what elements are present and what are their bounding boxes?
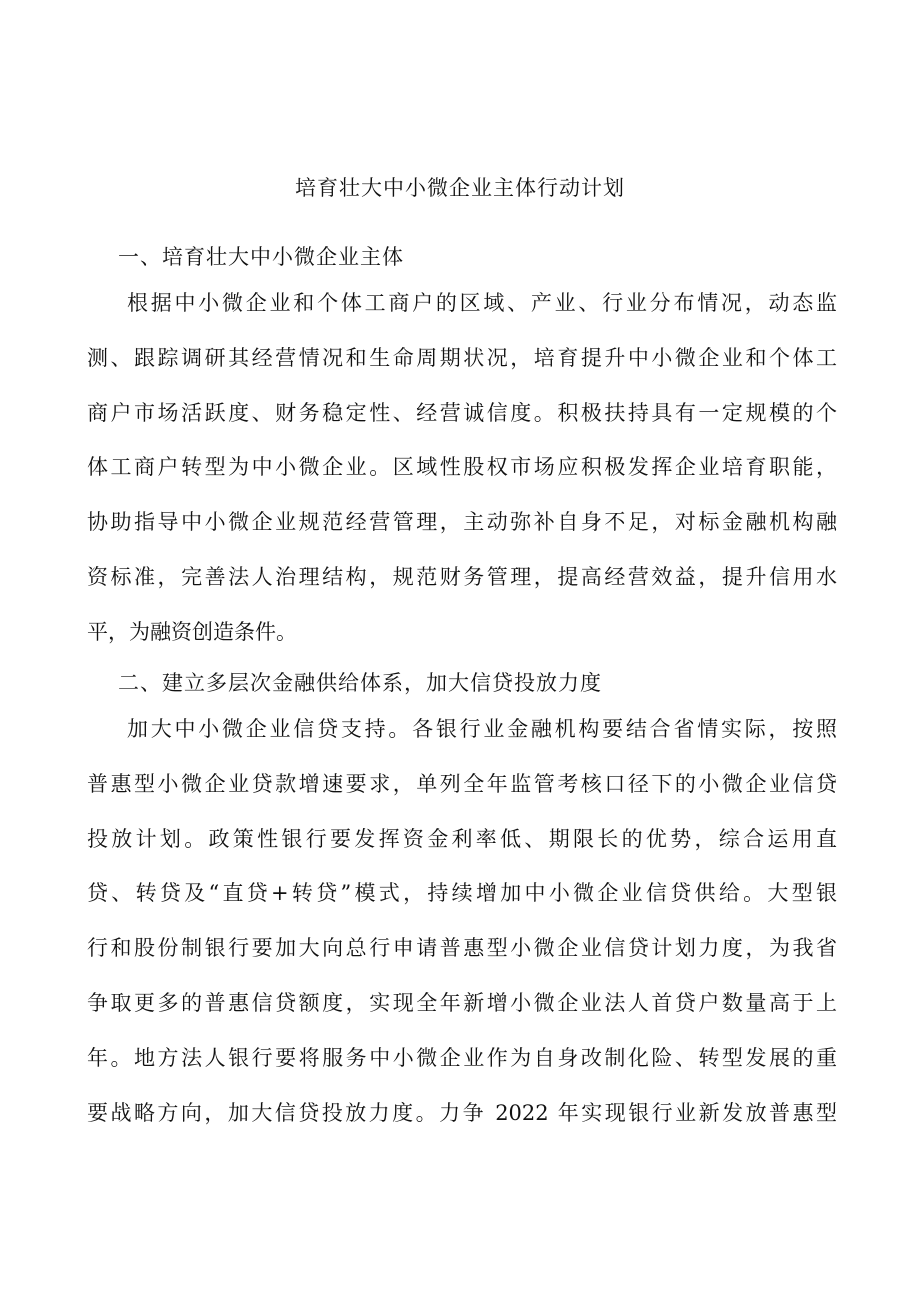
paragraph-line: 体工商户转型为中小微企业。区域性股权市场应积极发挥企业培育职能， (87, 455, 837, 480)
document-title: 培育壮大中小微企业主体行动计划 (295, 176, 625, 200)
paragraph-line: 测、跟踪调研其经营情况和生命周期状况，培育提升中小微企业和个体工 (87, 345, 837, 370)
paragraph-line: 商户市场活跃度、财务稳定性、经营诚信度。积极扶持具有一定规模的个 (87, 400, 837, 425)
section-paragraph-2 (87, 702, 837, 1140)
paragraph-line: 争取更多的普惠信贷额度，实现全年新增小微企业法人首贷户数量高于上 (87, 990, 837, 1015)
paragraph-line: 资标准，完善法人治理结构，规范财务管理，提高经营效益，提升信用水 (87, 564, 837, 589)
paragraph-line: 要战略方向，加大信贷投放力度。力争 2022 年实现银行业新发放普惠型 (87, 1100, 837, 1125)
paragraph-line: 行和股份制银行要加大向总行申请普惠型小微企业信贷计划力度，为我省 (87, 936, 837, 961)
paragraph-line: 协助指导中小微企业规范经营管理，主动弥补自身不足，对标金融机构融 (87, 510, 837, 535)
paragraph-line: 平，为融资创造条件。 (87, 619, 297, 644)
paragraph-line: 普惠型小微企业贷款增速要求，单列全年监管考核口径下的小微企业信贷 (87, 771, 837, 796)
section-heading-2: 二、建立多层次金融供给体系，加大信贷投放力度 (118, 671, 602, 695)
paragraph-line: 贷、转贷及“直贷+转贷”模式，持续增加中小微企业信贷供给。大型银 (87, 881, 837, 906)
section-heading-1: 一、培育壮大中小微企业主体 (118, 245, 404, 269)
paragraph-line: 根据中小微企业和个体工商户的区域、产业、行业分布情况，动态监 (127, 291, 837, 315)
paragraph-line: 投放计划。政策性银行要发挥资金利率低、期限长的优势，综合运用直 (87, 826, 837, 851)
section-paragraph-1 (87, 276, 837, 660)
paragraph-line: 加大中小微企业信贷支持。各银行业金融机构要结合省情实际，按照 (127, 717, 837, 741)
paragraph-line: 年。地方法人银行要将服务中小微企业作为自身改制化险、转型发展的重 (87, 1045, 837, 1070)
